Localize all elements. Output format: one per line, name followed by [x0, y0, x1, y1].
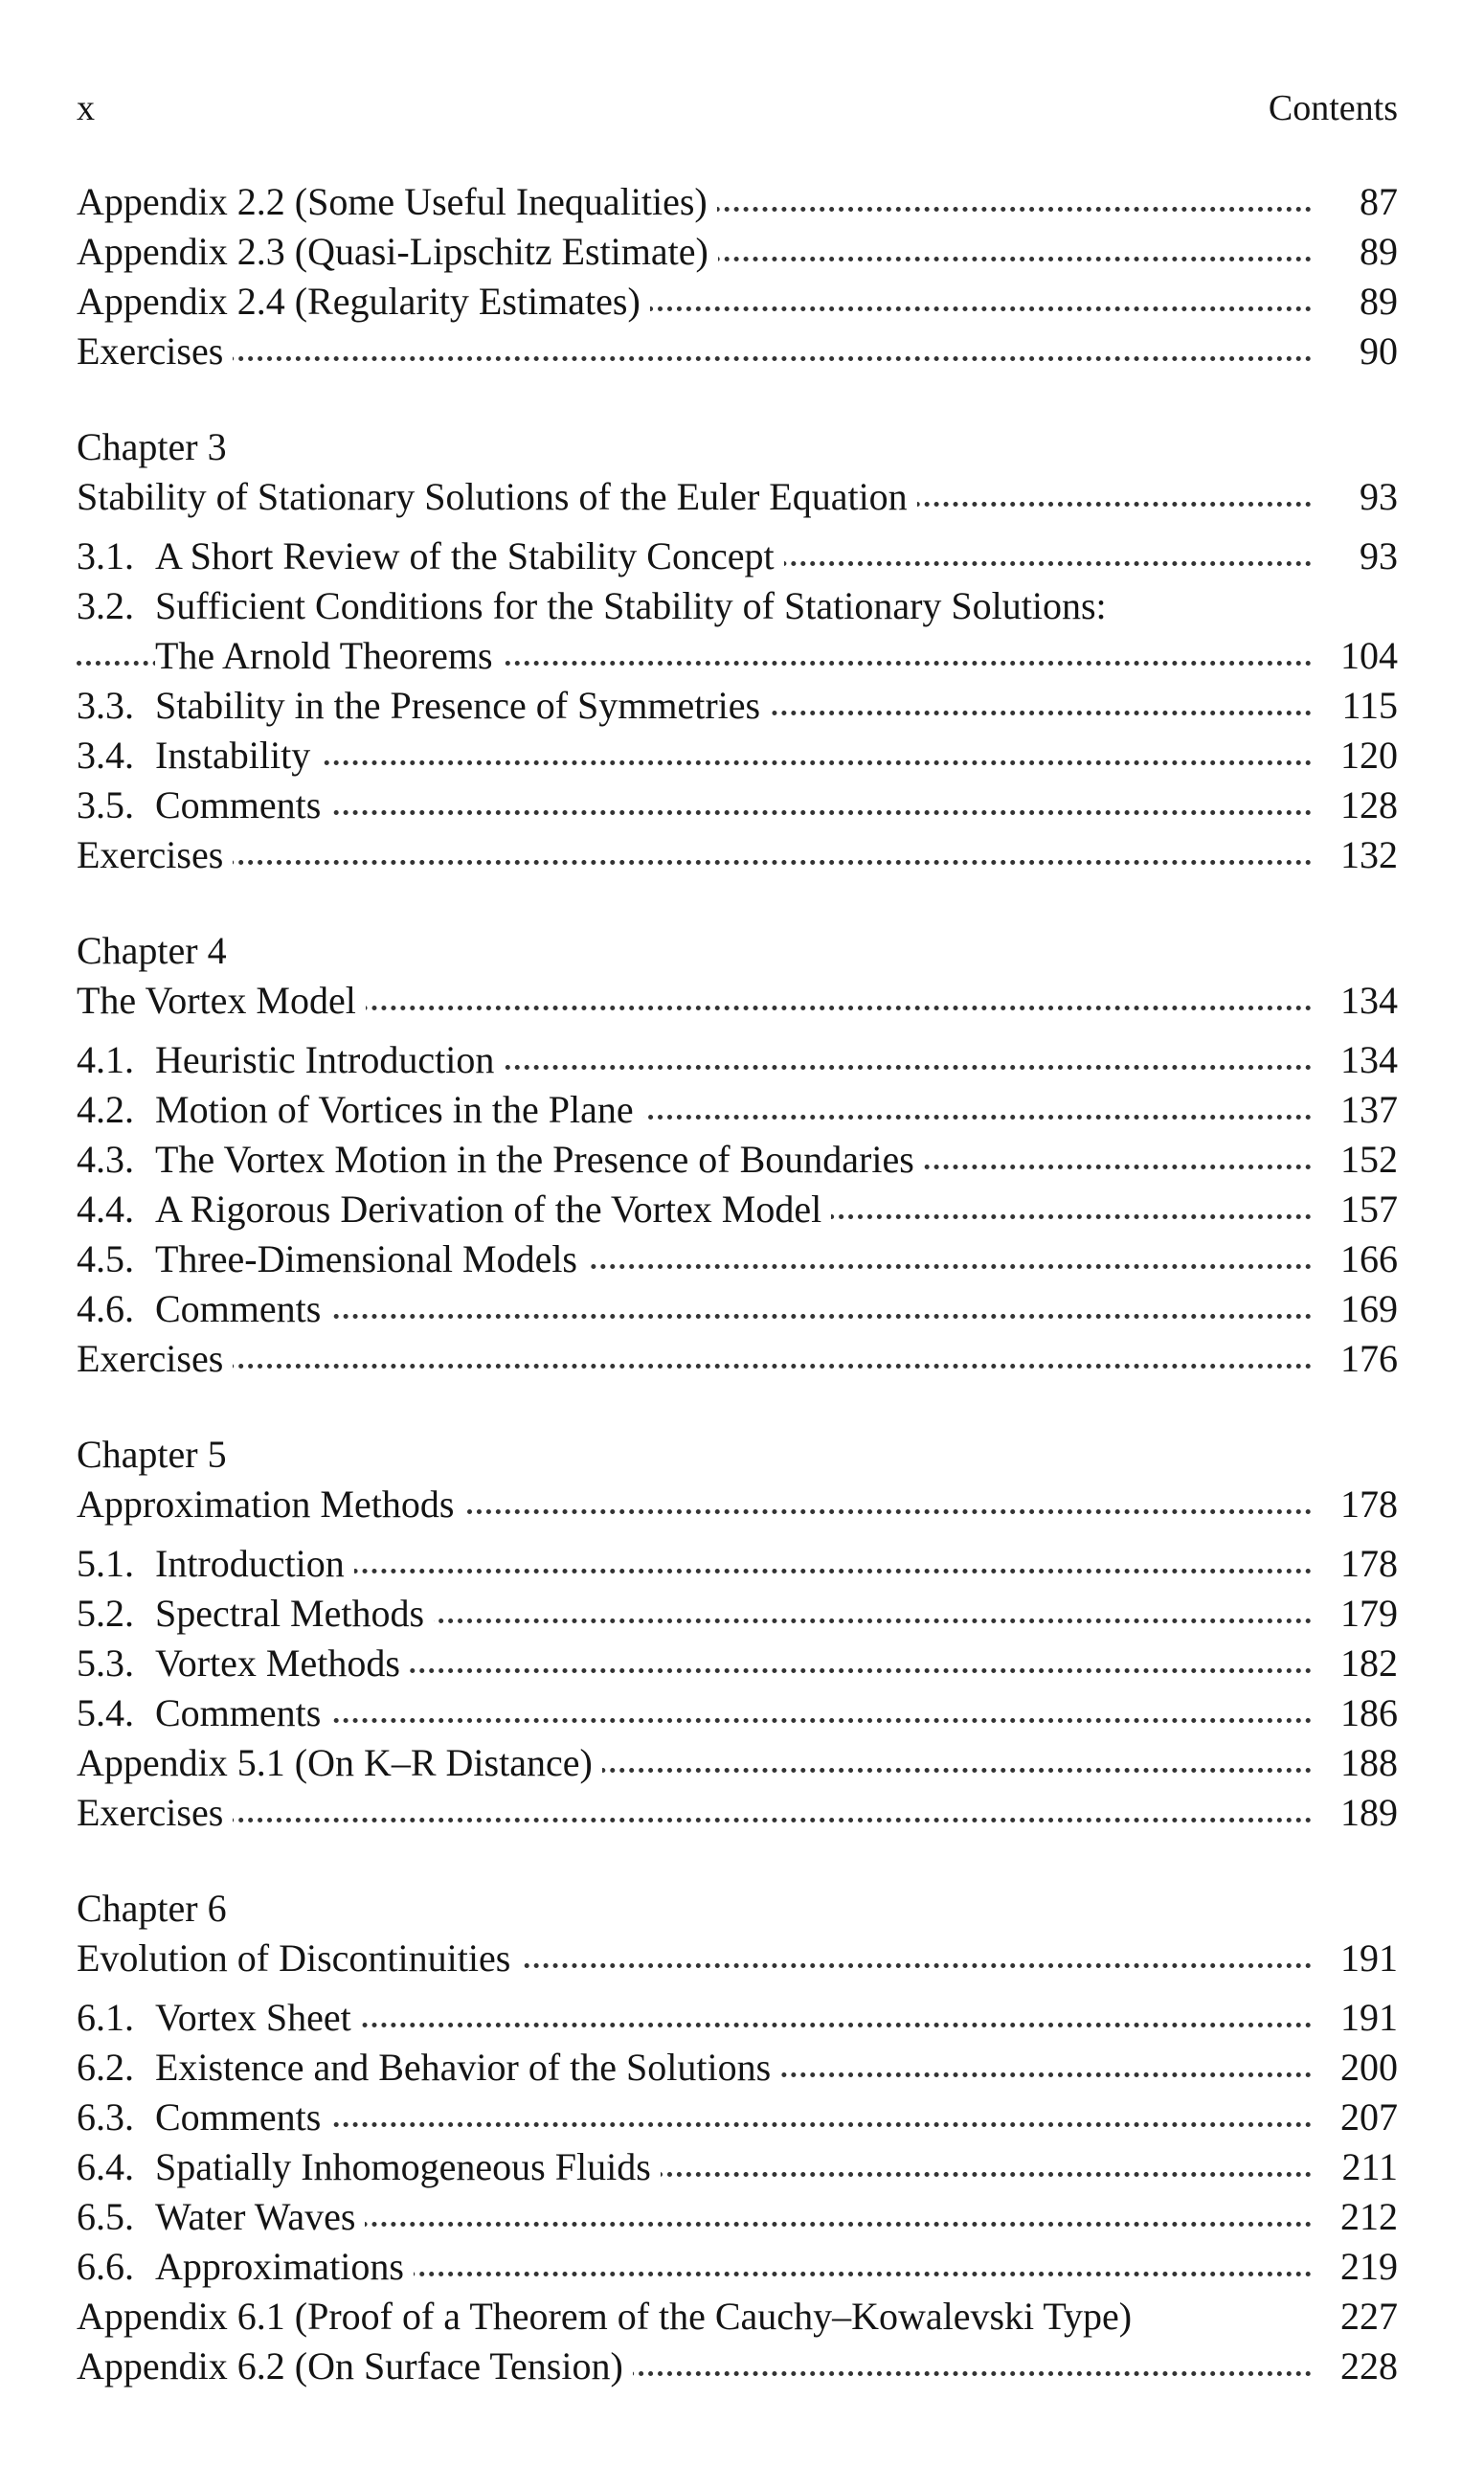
section-entry[interactable] [77, 1589, 1398, 1639]
section-entry-label [77, 1639, 410, 1688]
chapter-label: Chapter 5 [77, 1433, 227, 1476]
chapter-label: Chapter 3 [77, 425, 227, 468]
section-entry[interactable] [77, 1035, 1398, 1085]
section-title: A Short Review of the Stability Concept [155, 534, 775, 577]
section-entry-continuation[interactable] [77, 631, 1398, 681]
section-number: 5.3. [77, 1641, 134, 1685]
dot-leader [77, 1818, 1312, 1822]
section-entry-label [77, 1135, 924, 1185]
section-entry-label [77, 1993, 361, 2043]
table-of-contents [77, 177, 1398, 2391]
section-entry-label [77, 781, 330, 830]
page-number: 227 [1321, 2292, 1398, 2342]
page-number: 137 [1321, 1085, 1398, 1135]
section-entry-label [77, 1688, 330, 1738]
toc-entry-label: Appendix 5.1 (On K–R Distance) [77, 1738, 602, 1788]
page-number: 179 [1321, 1589, 1398, 1639]
toc-entry-label: Exercises [77, 327, 233, 376]
section-number: 6.2. [77, 2046, 134, 2089]
page-number: 134 [1321, 1035, 1398, 1085]
page-number: 128 [1321, 781, 1398, 830]
page-number: 89 [1321, 277, 1398, 327]
book-page [77, 0, 1398, 2490]
section-entry-continuation-label: The Arnold Theorems [155, 631, 503, 681]
page-number: 178 [1321, 1539, 1398, 1589]
section-entry[interactable] [77, 532, 1398, 581]
page-number: 178 [1321, 1480, 1398, 1529]
section-entry[interactable] [77, 1639, 1398, 1688]
toc-entry[interactable] [77, 177, 1398, 227]
page-number: 188 [1321, 1738, 1398, 1788]
section-number: 3.2. [77, 584, 134, 627]
section-title: Comments [155, 2095, 322, 2139]
section-title: Comments [155, 783, 322, 826]
page-number: 200 [1321, 2043, 1398, 2093]
dot-leader [77, 356, 1312, 361]
chapter-title-entry[interactable] [77, 976, 1398, 1026]
page-number: 182 [1321, 1639, 1398, 1688]
section-entry[interactable] [77, 1284, 1398, 1334]
page-number: 93 [1321, 532, 1398, 581]
toc-entry[interactable] [77, 277, 1398, 327]
page-number: 104 [1321, 631, 1398, 681]
chapter-title-entry[interactable] [77, 1934, 1398, 1983]
section-entry-label [77, 2142, 661, 2192]
spacer [77, 1529, 1398, 1539]
page-number: 87 [1321, 177, 1398, 227]
section-entry-label [77, 1185, 831, 1234]
section-entry-label [77, 2043, 780, 2093]
toc-entry-label: Appendix 2.3 (Quasi-Lipschitz Estimate) [77, 227, 718, 277]
toc-entry[interactable] [77, 1334, 1398, 1384]
section-entry-label [77, 1539, 354, 1589]
section-title: Heuristic Introduction [155, 1038, 495, 1081]
chapter-title-entry[interactable] [77, 472, 1398, 522]
page-number: 176 [1321, 1334, 1398, 1384]
section-title: The Vortex Motion in the Presence of Boundaries [155, 1138, 914, 1181]
toc-entry[interactable] [77, 227, 1398, 277]
section-number: 3.5. [77, 783, 134, 826]
section-entry[interactable] [77, 1539, 1398, 1589]
section-entry[interactable] [77, 1085, 1398, 1135]
page-number: 132 [1321, 830, 1398, 880]
toc-entry-label: Appendix 6.2 (On Surface Tension) [77, 2342, 633, 2391]
section-title: Comments [155, 1287, 322, 1330]
page-number: 211 [1321, 2142, 1398, 2192]
section-title: Approximations [155, 2245, 404, 2288]
section-entry-label [77, 1085, 643, 1135]
section-entry[interactable] [77, 2093, 1398, 2142]
section-entry[interactable] [77, 1185, 1398, 1234]
section-title: Comments [155, 1691, 322, 1734]
section-title: Instability [155, 734, 311, 777]
page-number: 207 [1321, 2093, 1398, 2142]
spacer [77, 880, 1398, 926]
page-number: 212 [1321, 2192, 1398, 2242]
section-title: A Rigorous Derivation of the Vortex Model [155, 1188, 822, 1231]
section-number: 4.4. [77, 1188, 134, 1231]
section-number: 4.6. [77, 1287, 134, 1330]
page-number: 189 [1321, 1788, 1398, 1838]
section-title: Existence and Behavior of the Solutions [155, 2046, 772, 2089]
spacer [77, 1026, 1398, 1035]
page-number: 186 [1321, 1688, 1398, 1738]
section-entry[interactable] [77, 2242, 1398, 2292]
chapter-label: Chapter 4 [77, 929, 227, 972]
section-entry[interactable] [77, 581, 1398, 631]
chapter-title-entry-label: Approximation Methods [77, 1480, 463, 1529]
section-number: 3.4. [77, 734, 134, 777]
section-number: 6.6. [77, 2245, 134, 2288]
toc-entry-label: Exercises [77, 830, 233, 880]
toc-entry[interactable] [77, 2342, 1398, 2391]
section-title: Introduction [155, 1542, 345, 1585]
page-number: 166 [1321, 1234, 1398, 1284]
section-entry-label [77, 1234, 587, 1284]
page-number: 169 [1321, 1284, 1398, 1334]
page-number: 90 [1321, 327, 1398, 376]
chapter-title-entry-label: The Vortex Model [77, 976, 366, 1026]
section-entry-label [77, 731, 320, 781]
page-number: 89 [1321, 227, 1398, 277]
section-entry[interactable] [77, 1135, 1398, 1185]
section-title: Water Waves [155, 2195, 356, 2238]
toc-entry-label: Appendix 2.2 (Some Useful Inequalities) [77, 177, 717, 227]
section-title: Spatially Inhomogeneous Fluids [155, 2145, 651, 2188]
chapter-title-entry-label: Evolution of Discontinuities [77, 1934, 520, 1983]
toc-entry-label: Exercises [77, 1788, 233, 1838]
section-entry[interactable] [77, 731, 1398, 781]
section-number: 4.1. [77, 1038, 134, 1081]
spacer [77, 1384, 1398, 1430]
page-number: 134 [1321, 976, 1398, 1026]
section-title: Motion of Vortices in the Plane [155, 1088, 634, 1131]
section-entry-label [77, 1035, 504, 1085]
section-number: 5.2. [77, 1592, 134, 1635]
section-entry[interactable] [77, 1993, 1398, 2043]
page-number: 157 [1321, 1185, 1398, 1234]
page-number: 93 [1321, 472, 1398, 522]
section-number: 3.3. [77, 684, 134, 727]
section-title: Vortex Methods [155, 1641, 400, 1685]
page-number: 120 [1321, 731, 1398, 781]
section-entry-label [77, 1589, 434, 1639]
section-title: Vortex Sheet [155, 1996, 351, 2039]
section-entry[interactable] [77, 1688, 1398, 1738]
section-entry-label [77, 1284, 330, 1334]
toc-entry-label: Appendix 2.4 (Regularity Estimates) [77, 277, 650, 327]
toc-entry[interactable] [77, 830, 1398, 880]
page-number: 115 [1321, 681, 1398, 731]
spacer [77, 1838, 1398, 1884]
toc-entry[interactable] [77, 1738, 1398, 1788]
section-number: 5.4. [77, 1691, 134, 1734]
section-entry-label [77, 2242, 414, 2292]
section-number: 4.5. [77, 1237, 134, 1280]
toc-entry[interactable] [77, 1788, 1398, 1838]
section-entry-label [77, 581, 1116, 631]
spacer [77, 522, 1398, 532]
section-number: 3.1. [77, 534, 134, 577]
dot-leader [77, 860, 1312, 865]
toc-entry[interactable] [77, 327, 1398, 376]
chapter-title-entry[interactable] [77, 1480, 1398, 1529]
section-number: 5.1. [77, 1542, 134, 1585]
section-title: Spectral Methods [155, 1592, 425, 1635]
section-number: 6.3. [77, 2095, 134, 2139]
section-entry-label [77, 681, 770, 731]
section-title: Sufficient Conditions for the Stability of Stationary Solutions: [155, 584, 1107, 627]
toc-entry[interactable] [77, 2292, 1398, 2342]
section-number: 4.2. [77, 1088, 134, 1131]
section-entry-label [77, 2093, 330, 2142]
page-number: 191 [1321, 1934, 1398, 1983]
page-number: 152 [1321, 1135, 1398, 1185]
section-entry[interactable] [77, 2043, 1398, 2093]
section-entry-label [77, 2192, 365, 2242]
dot-leader [77, 1364, 1312, 1369]
running-title: Contents [1268, 88, 1398, 128]
spacer [77, 1983, 1398, 1993]
section-entry[interactable] [77, 1234, 1398, 1284]
section-entry-label [77, 532, 784, 581]
section-entry[interactable] [77, 781, 1398, 830]
page-number: 219 [1321, 2242, 1398, 2292]
toc-entry-label: Appendix 6.1 (Proof of a Theorem of the Cauchy–Kowalevski Type) [77, 2292, 1141, 2342]
chapter-title-entry-label: Stability of Stationary Solutions of the Euler Equation [77, 472, 917, 522]
page-number: 228 [1321, 2342, 1398, 2391]
spacer [77, 376, 1398, 422]
section-number: 6.5. [77, 2195, 134, 2238]
section-number: 6.1. [77, 1996, 134, 2039]
section-title: Stability in the Presence of Symmetries [155, 684, 761, 727]
section-entry[interactable] [77, 681, 1398, 731]
section-number: 6.4. [77, 2145, 134, 2188]
section-entry[interactable] [77, 2192, 1398, 2242]
section-entry[interactable] [77, 2142, 1398, 2192]
page-number: 191 [1321, 1993, 1398, 2043]
page-folio: x [77, 88, 95, 128]
toc-entry-label: Exercises [77, 1334, 233, 1384]
section-number: 4.3. [77, 1138, 134, 1181]
chapter-label: Chapter 6 [77, 1887, 227, 1930]
section-title: Three-Dimensional Models [155, 1237, 577, 1280]
